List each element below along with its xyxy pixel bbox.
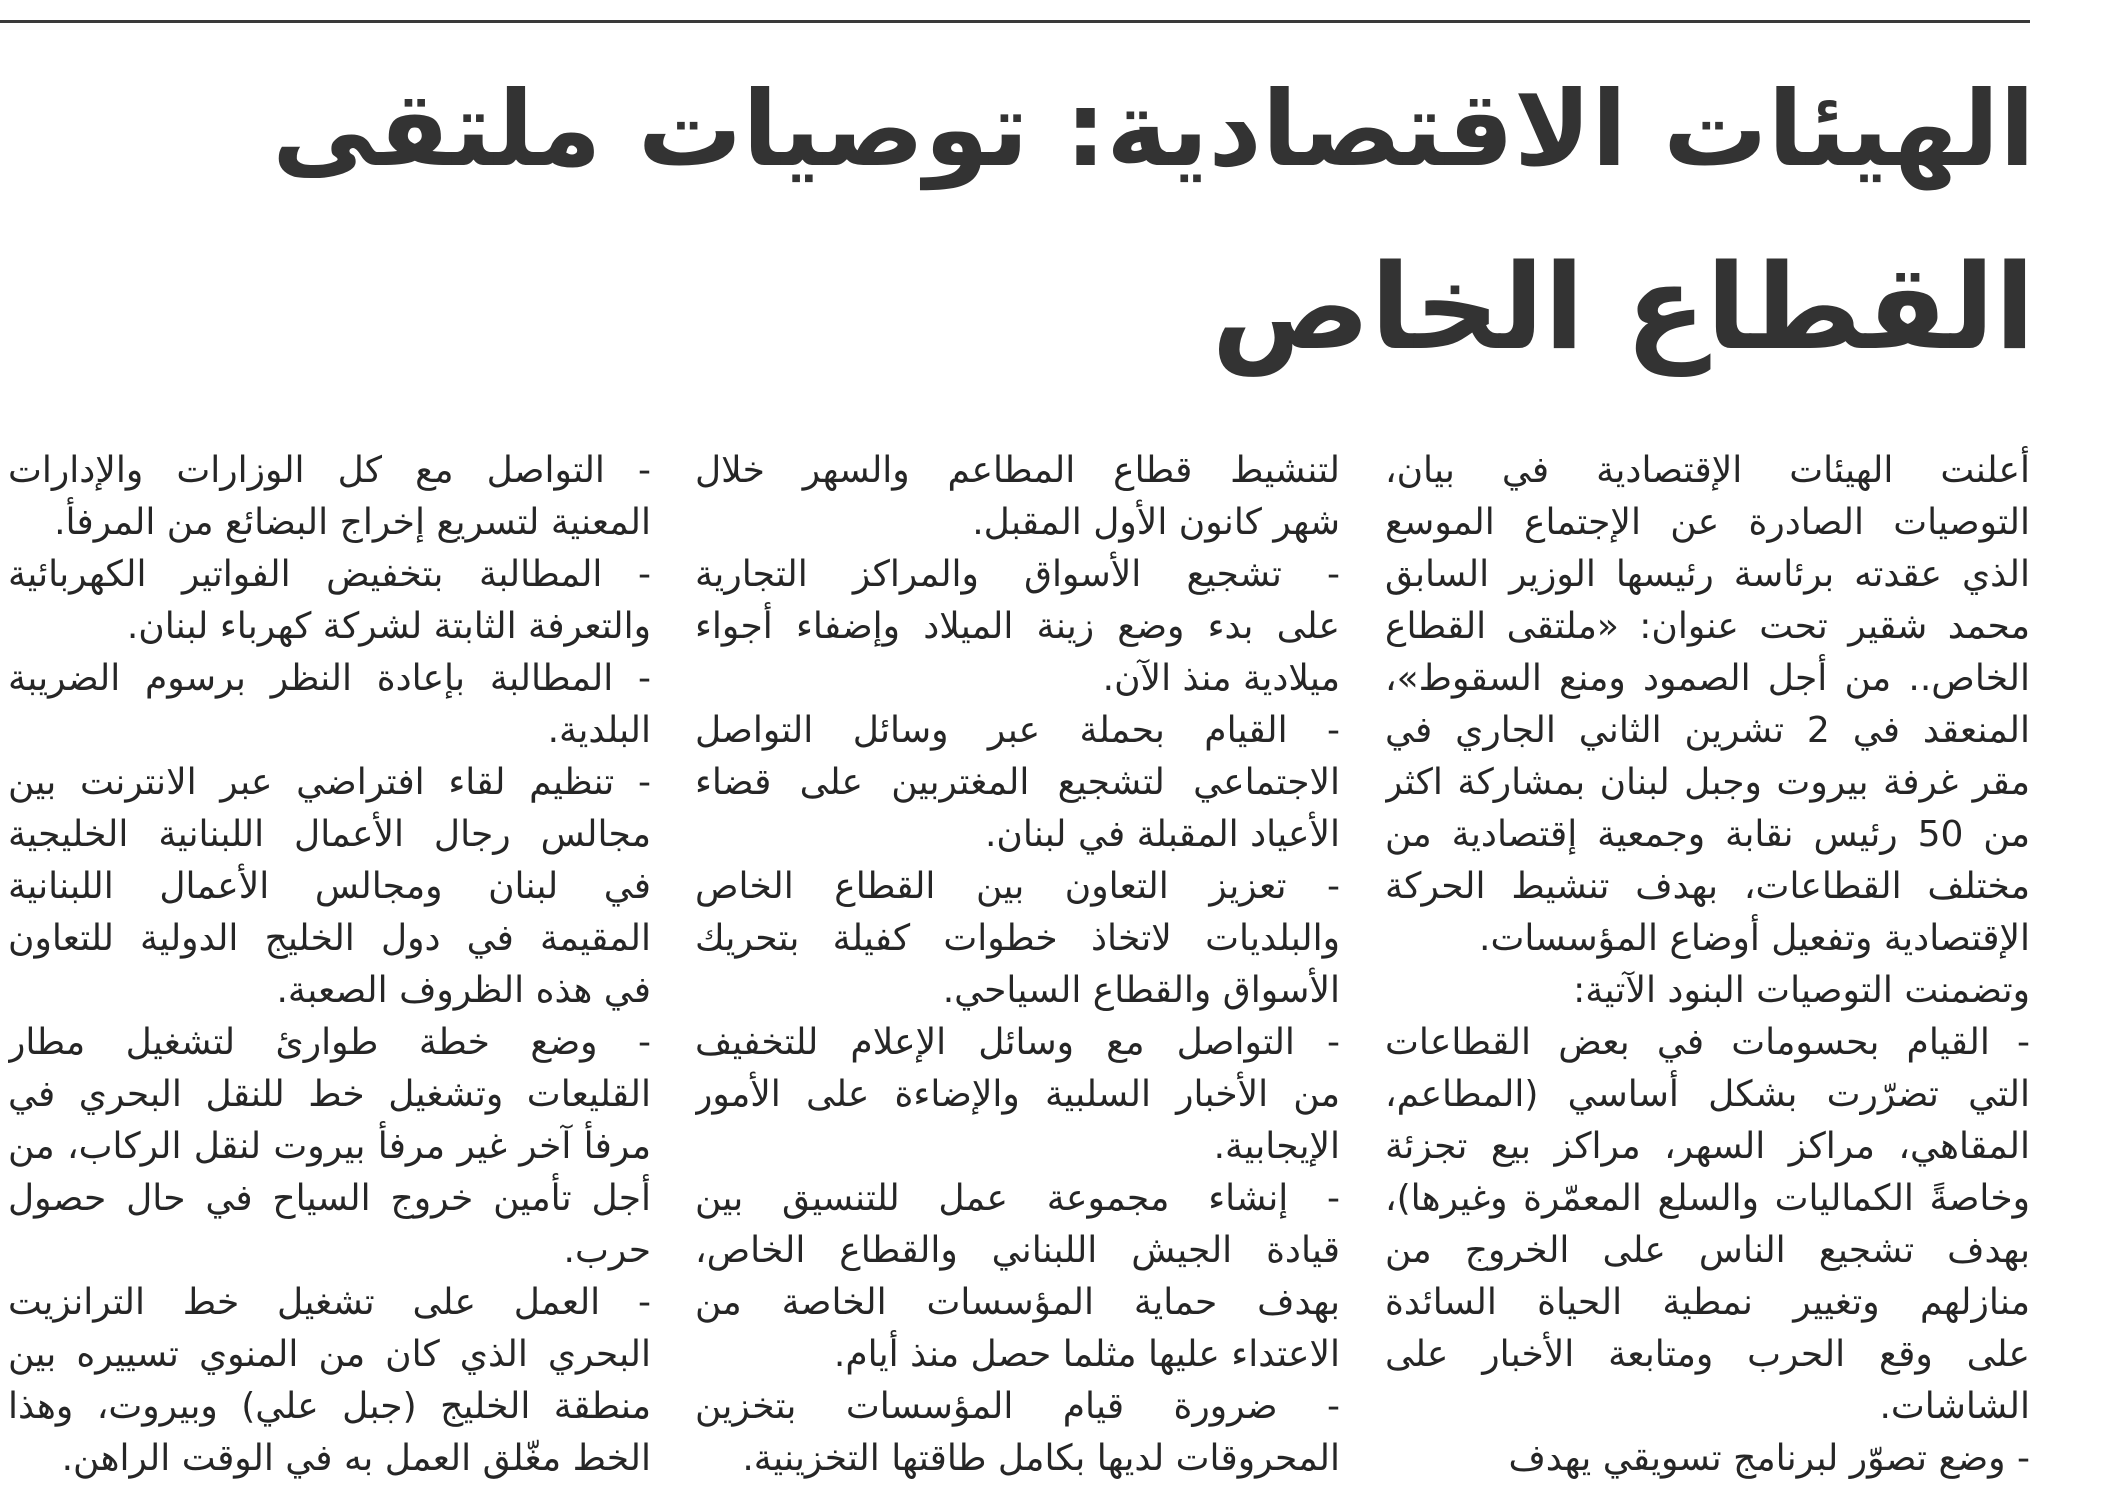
article-text-line: محمد شقير تحت عنوان: «ملتقى القطاع: [1385, 606, 2030, 647]
article-column-right: [1385, 445, 2030, 1485]
article-text-line: مختلف القطاعات، بهدف تنشيط الحركة: [1385, 866, 2030, 907]
article-text-line: أجل تأمين خروج السياح في حال حصول: [8, 1178, 651, 1219]
article-text-line: مجالس رجال الأعمال اللبنانية الخليجية: [8, 814, 651, 855]
article-text-line: الخاص.. من أجل الصمود ومنع السقوط»،: [1385, 658, 2030, 699]
article-text-line: الإيجابية.: [1213, 1126, 1340, 1167]
article-text-line: في لبنان ومجالس الأعمال اللبنانية: [8, 866, 651, 907]
article-text-line: - تعزيز التعاون بين القطاع الخاص: [695, 866, 1340, 907]
article-text-line: منازلهم وتغيير نمطية الحياة السائدة: [1385, 1282, 2030, 1323]
article-text-line: - التواصل مع وسائل الإعلام للتخفيف: [695, 1022, 1340, 1063]
article-text-line: - تشجيع الأسواق والمراكز التجارية: [695, 554, 1340, 595]
article-text-line: المنعقد في 2 تشرين الثاني الجاري في: [1385, 710, 2030, 751]
article-text-line: البحري الذي كان من المنوي تسييره بين: [8, 1334, 651, 1375]
article-text-line: - القيام بحملة عبر وسائل التواصل: [695, 710, 1340, 751]
article-text-line: منطقة الخليج (جبل علي) وبيروت، وهذا: [8, 1386, 651, 1427]
article-text-line: - تنظيم لقاء افتراضي عبر الانترنت بين: [8, 762, 651, 803]
article-text-line: المقيمة في دول الخليج الدولية للتعاون: [8, 918, 651, 959]
article-text-line: ميلادية منذ الآن.: [1102, 658, 1340, 699]
headline-line-2: القطاع الخاص: [1211, 238, 2035, 376]
article-text-line: شهر كانون الأول المقبل.: [972, 502, 1340, 543]
article-text-line: - ضرورة قيام المؤسسات بتخزين: [695, 1386, 1340, 1427]
article-text-line: وخاصةً الكماليات والسلع المعمّرة وغيرها)،: [1385, 1178, 2030, 1219]
article-text-line: - العمل على تشغيل خط الترانزيت: [8, 1282, 651, 1323]
article-text-line: حرب.: [563, 1230, 651, 1271]
article-text-line: قيادة الجيش اللبناني والقطاع الخاص،: [695, 1230, 1340, 1271]
article-text-line: الأسواق والقطاع السياحي.: [942, 970, 1340, 1011]
article-text-line: بهدف حماية المؤسسات الخاصة من: [695, 1282, 1340, 1323]
article-text-line: على وقع الحرب ومتابعة الأخبار على: [1385, 1334, 2030, 1375]
article-text-line: من 50 رئيس نقابة وجمعية إقتصادية من: [1385, 814, 2030, 855]
article-text-line: وتضمنت التوصيات البنود الآتية:: [1573, 970, 2030, 1011]
article-text-line: الشاشات.: [1879, 1386, 2030, 1427]
article-text-line: الاجتماعي لتشجيع المغتربين على قضاء: [695, 762, 1340, 803]
article-text-line: - إنشاء مجموعة عمل للتنسيق بين: [695, 1178, 1340, 1219]
article-text-line: - وضع خطة طوارئ لتشغيل مطار: [8, 1022, 651, 1063]
article-headline: [250, 40, 2035, 396]
article-text-line: مقر غرفة بيروت وجبل لبنان بمشاركة اكثر: [1385, 762, 2030, 803]
article-text-line: الاعتداء عليها مثلما حصل منذ أيام.: [833, 1334, 1340, 1375]
top-divider-rule: [0, 20, 2030, 23]
article-text-line: الذي عقدته برئاسة رئيسها الوزير السابق: [1385, 554, 2030, 595]
article-text-line: من الأخبار السلبية والإضاءة على الأمور: [695, 1074, 1340, 1115]
article-text-line: الخط مغّلق العمل به في الوقت الراهن.: [61, 1438, 651, 1479]
article-column-left: [8, 445, 651, 1485]
headline-line-1: الهيئات الاقتصادية: توصيات ملتقى: [272, 68, 2035, 190]
article-text-line: التوصيات الصادرة عن الإجتماع الموسع: [1385, 502, 2030, 543]
article-text-line: - المطالبة بإعادة النظر برسوم الضريبة: [8, 658, 651, 699]
article-text-line: مرفأ آخر غير مرفأ بيروت لنقل الركاب، من: [8, 1126, 651, 1167]
article-text-line: والبلديات لاتخاذ خطوات كفيلة بتحريك: [695, 918, 1340, 959]
article-text-line: التي تضرّرت بشكل أساسي (المطاعم،: [1385, 1074, 2030, 1115]
article-text-line: والتعرفة الثابتة لشركة كهرباء لبنان.: [126, 606, 651, 647]
article-text-line: - المطالبة بتخفيض الفواتير الكهربائية: [8, 554, 651, 595]
article-text-line: المعنية لتسريع إخراج البضائع من المرفأ.: [54, 502, 651, 543]
article-text-line: - وضع تصوّر لبرنامج تسويقي يهدف: [1508, 1438, 2030, 1479]
article-text-line: البلدية.: [547, 710, 651, 751]
article-text-line: في هذه الظروف الصعبة.: [276, 970, 651, 1011]
article-text-line: على بدء وضع زينة الميلاد وإضفاء أجواء: [695, 606, 1340, 647]
article-text-line: المقاهي، مراكز السهر، مراكز بيع تجزئة: [1385, 1126, 2030, 1167]
article-text-line: - التواصل مع كل الوزارات والإدارات: [8, 450, 651, 491]
article-text-line: القليعات وتشغيل خط للنقل البحري في: [8, 1074, 651, 1115]
article-text-line: بهدف تشجيع الناس على الخروج من: [1385, 1230, 2030, 1271]
article-text-line: أعلنت الهيئات الإقتصادية في بيان،: [1385, 450, 2030, 491]
article-text-line: المحروقات لديها بكامل طاقتها التخزينية.: [742, 1438, 1340, 1479]
article-text-line: الإقتصادية وتفعيل أوضاع المؤسسات.: [1479, 918, 2030, 959]
article-text-line: - القيام بحسومات في بعض القطاعات: [1385, 1022, 2030, 1063]
article-column-middle: [695, 445, 1340, 1485]
article-text-line: الأعياد المقبلة في لبنان.: [984, 814, 1340, 855]
article-text-line: لتنشيط قطاع المطاعم والسهر خلال: [695, 450, 1340, 491]
